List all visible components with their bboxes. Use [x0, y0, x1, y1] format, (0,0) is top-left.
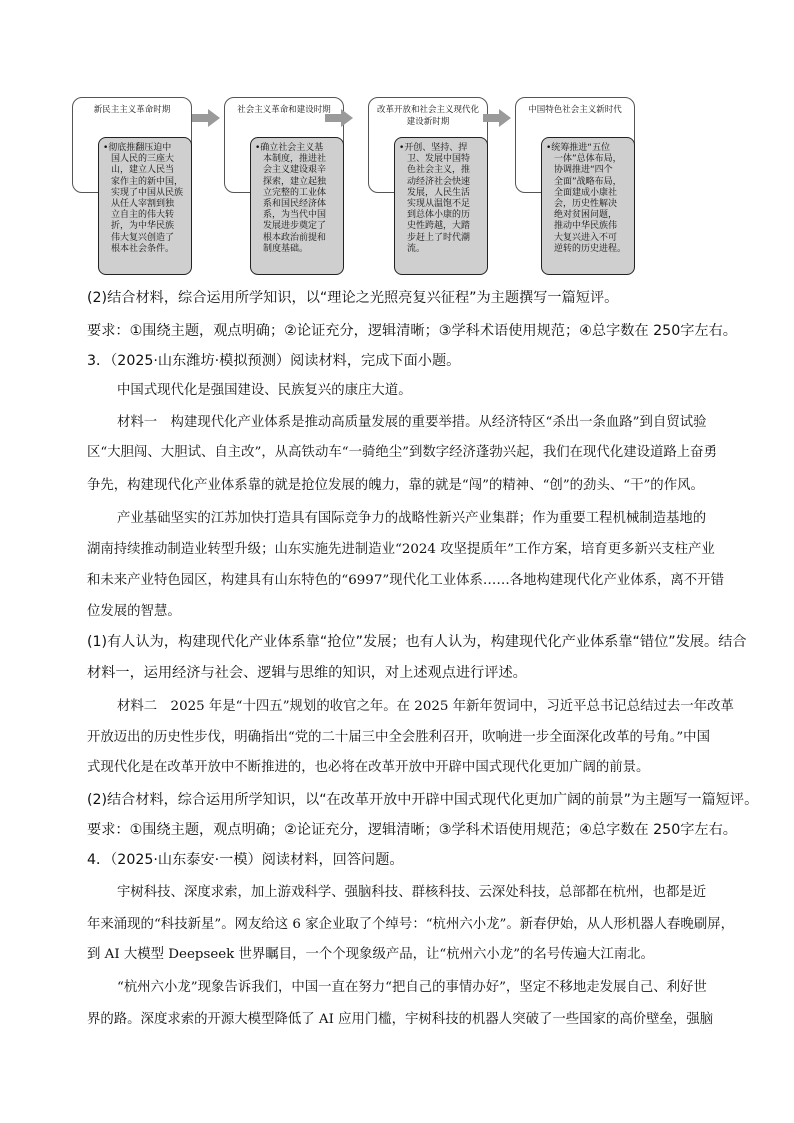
stage-new-era: [515, 97, 635, 277]
stage-text-line: 发展进步奠定了: [263, 221, 327, 232]
stage-text-line: 从任人宰割到独: [111, 199, 175, 210]
stage-text-line: •彻底推翻压迫中: [103, 143, 172, 153]
question-3-1: 材料一，运用经济与社会、逻辑与思维的知识，对上述观点进行评述。: [87, 665, 527, 681]
stage-text-line: 史性跨越，大踏: [407, 221, 471, 232]
stage-text-line: 逆转的历史进程。: [554, 243, 627, 254]
stage-text-line: 根本政治前提和: [263, 232, 327, 243]
stage-text-line: 大复兴进入不可: [554, 232, 618, 243]
stage-text: [99, 138, 191, 255]
stage-text-line: •统筹推进“五位: [546, 143, 610, 153]
stage-text-line: 山，建立人民当: [111, 165, 175, 176]
stage-text-line: 实现从温饱不足: [407, 199, 471, 210]
stage-title: 社会主义革命和建设时期: [237, 105, 331, 115]
stage-content: [250, 137, 344, 275]
material-4-line: 到 AI 大模型 Deepseek 世界瞩目，一个个现象级产品，让“杭州六小龙”的名号传遍大江南北。: [87, 947, 654, 962]
stage-text-line: 系，为当代中国: [263, 210, 327, 221]
stage-reform-opening: [368, 97, 488, 277]
stage-text-line: 全面”战略布局，: [554, 176, 622, 187]
stage-text-line: 立自主的伟大转: [111, 210, 175, 221]
stage-text: [395, 138, 487, 255]
question-2-requirement: 要求：①围绕主题，观点明确；②论证充分，逻辑清晰；③学科术语使用规范；④总字数在 250字左右。: [87, 323, 737, 339]
material-1-line: 争先，构建现代化产业体系靠的就是抢位发展的魄力，靠的就是“闯”的精神、“创”的劲头、“干”的作风。: [87, 478, 704, 493]
stage-text-line: 国人民的三座大: [111, 154, 175, 165]
stage-text-line: 会主义建设艰辛: [263, 165, 327, 176]
material-1-line: 湖南持续推动制造业转型升级；山东实施先进制造业“2024 攻坚提质年”工作方案，培育更多新兴支柱产业: [87, 542, 715, 557]
stage-text-line: 会，历史性解决: [554, 199, 618, 210]
question-3-1: (1)有人认为，构建现代化产业体系靠“抢位”发展；也有人认为，构建现代化产业体系靠“错位”发展。结合: [87, 634, 747, 650]
question-3-2-title: (2)结合材料，综合运用所学知识，以“在改革开放中开辟中国式现代化更加广阔的前景”为主题写一篇短评。: [87, 792, 759, 808]
stage-text-line: 立完整的工业体: [263, 187, 327, 198]
stage-content: [394, 137, 488, 275]
stage-text-line: 动经济社会快速: [407, 176, 471, 187]
stage-text-line: 一体”总体布局，: [554, 154, 622, 165]
arrow-right-icon: [192, 109, 220, 127]
question-2-title: (2)结合材料，综合运用所学知识，以“理论之光照亮复兴征程”为主题撰写一篇短评。: [87, 290, 619, 306]
stage-text-line: •确立社会主义基: [255, 143, 324, 153]
material-4-line: 宇树科技、深度求索，加上游戏科学、强脑科技、群核科技、云深处科技，总部都在杭州，也都是近: [117, 885, 707, 900]
stage-text-line: 家作主的新中国，: [111, 176, 184, 187]
stage-text-line: 流。: [407, 243, 426, 254]
timeline-flowchart: [72, 97, 732, 277]
stage-text-line: 制度基础。: [263, 243, 309, 254]
arrow-right-icon: [325, 109, 353, 127]
stage-content: [98, 137, 192, 275]
material-4-line: “杭州六小龙”现象告诉我们，中国一直在努力“把自己的事情办好”，坚定不移地走发展自己、利好世: [117, 980, 707, 995]
stage-content: [541, 137, 635, 275]
stage-text-line: 全面建成小康社: [554, 187, 618, 198]
stage-text-line: 推动中华民族伟: [554, 221, 618, 232]
stage-text-line: 探索，建立起独: [263, 176, 327, 187]
material-1-line: 产业基础坚实的江苏加快打造具有国际竞争力的战略性新兴产业集群；作为重要工程机械制造基地的: [117, 511, 707, 526]
stage-new-democratic: [72, 97, 192, 277]
stage-title: 中国特色社会主义新时代: [528, 105, 622, 115]
material-4-line: 年来涌现的“科技新星”。网友给这 6 家企业取了个绰号：“杭州六小龙”。新春伊始，从人形机器人春晚刷屏，: [87, 917, 734, 932]
stage-text-line: 实现了中国从民族: [111, 187, 184, 198]
stage-text-line: 卫、发展中国特: [407, 154, 471, 165]
material-1-line: 材料一 构建现代化产业体系是推动高质量发展的重要举措。从经济特区“杀出一条血路”到自贸试验: [117, 415, 707, 430]
material-1-line: 和未来产业特色园区，构建具有山东特色的“6997”现代化工业体系……各地构建现代化产业体系，离不开错: [87, 573, 724, 588]
stage-text-line: 系和国民经济体: [263, 199, 327, 210]
material-2-line: 开放迈出的历史性步伐，明确指出“党的二十届三中全会胜利召开，吹响进一步全面深化改革的号角。”中国: [87, 730, 710, 745]
question-3-heading: 3．（2025·山东潍坊·模拟预测）阅读材料，完成下面小题。: [87, 353, 461, 369]
stage-text: [251, 138, 343, 255]
material-1-line: 区“大胆闯、大胆试、自主改”，从高铁动车“一骑绝尘”到数字经济蓬勃兴起，我们在现代化建设道路上奋勇: [87, 445, 717, 460]
stage-text-line: •开创、坚持、捍: [399, 143, 468, 153]
material-2-line: 式现代化是在改革开放中不断推进的，也必将在改革开放中开辟中国式现代化更加广阔的前景。: [87, 760, 650, 775]
material-2-line: 材料二 2025 年是“十四五”规划的收官之年。在 2025 年新年贺词中，习近平总书记总结过去一年改革: [117, 699, 734, 714]
stage-text-line: 协调推进“四个: [554, 165, 613, 176]
material-intro: 中国式现代化是强国建设、民族复兴的康庄大道。: [117, 383, 412, 398]
stage-text-line: 步赶上了时代潮: [407, 232, 471, 243]
question-4-heading: 4．（2025·山东泰安·一模）阅读材料，回答问题。: [87, 852, 404, 868]
stage-title: 新民主主义革命时期: [93, 105, 171, 115]
material-1-line: 位发展的智慧。: [87, 604, 181, 619]
arrow-right-icon: [483, 109, 511, 127]
question-3-2-requirement: 要求：①围绕主题，观点明确；②论证充分，逻辑清晰；③学科术语使用规范；④总字数在 250字左右。: [87, 822, 737, 838]
stage-text: [542, 138, 634, 255]
stage-text-line: 色社会主义，推: [407, 165, 471, 176]
stage-text-line: 折，为中华民族: [111, 221, 175, 232]
stage-text-line: 伟大复兴创造了: [111, 232, 175, 243]
stage-text-line: 绝对贫困问题，: [554, 210, 618, 221]
stage-text-line: 根本社会条件。: [111, 243, 175, 254]
stage-text-line: 发展，人民生活: [407, 187, 471, 198]
material-4-line: 界的路。深度求索的开源大模型降低了 AI 应用门槛，宇树科技的机器人突破了一些国家的高价壁垒，强脑: [87, 1012, 714, 1027]
stage-title: 改革开放和社会主义现代化建设新时期: [376, 105, 479, 127]
stage-text-line: 到总体小康的历: [407, 210, 471, 221]
stage-text-line: 本制度，推进社: [263, 154, 327, 165]
